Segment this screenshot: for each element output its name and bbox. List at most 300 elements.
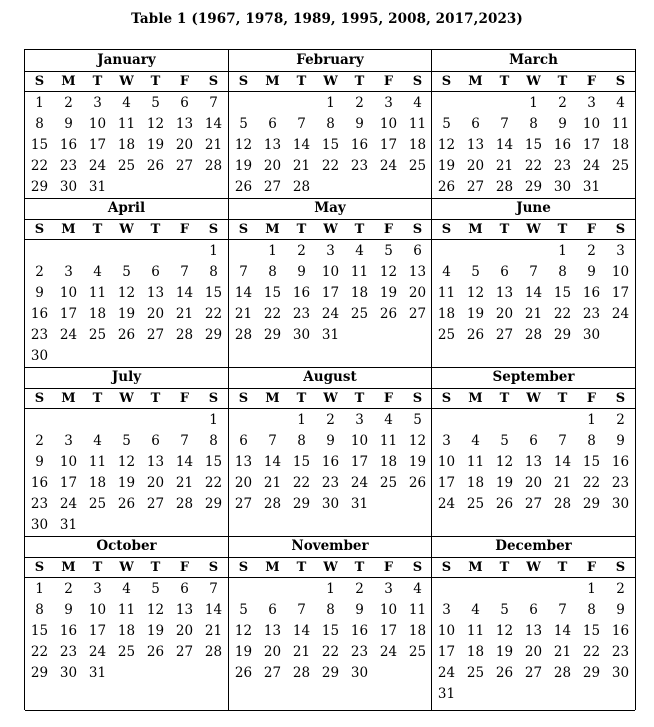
day-cell: 21 (292, 644, 311, 660)
day-cell: 24 (437, 496, 456, 512)
day-cell: 17 (437, 475, 456, 491)
weekday-header (432, 71, 635, 92)
day-cell: 9 (616, 433, 625, 449)
weekday-label: S (412, 74, 423, 89)
weekday-label: T (499, 391, 510, 406)
weekday-label: M (468, 391, 483, 406)
day-cell: 28 (292, 179, 311, 195)
day-cell: 14 (495, 137, 514, 153)
day-cell: 22 (30, 158, 49, 174)
day-cell: 3 (355, 412, 364, 428)
day-cell: 20 (408, 285, 427, 301)
day-cell: 17 (379, 623, 398, 639)
day-cell: 25 (88, 327, 107, 343)
day-cell: 22 (30, 644, 49, 660)
day-cell: 8 (35, 116, 44, 132)
day-cell: 28 (175, 327, 194, 343)
day-cell: 13 (495, 285, 514, 301)
day-cell: 11 (466, 623, 485, 639)
day-cell: 29 (292, 496, 311, 512)
day-cell: 24 (88, 158, 107, 174)
weekday-label: S (441, 74, 452, 89)
day-cell: 22 (524, 158, 543, 174)
day-cell: 19 (408, 454, 427, 470)
day-cell: 2 (64, 95, 73, 111)
weekday-label: T (296, 222, 307, 237)
day-cell: 13 (524, 623, 543, 639)
day-cell: 16 (292, 285, 311, 301)
weekday-header (432, 388, 635, 409)
day-cell: 5 (384, 243, 393, 259)
day-cell: 3 (442, 602, 451, 618)
row-divider (25, 367, 635, 368)
day-cell: 6 (471, 116, 480, 132)
day-cell: 8 (587, 602, 596, 618)
day-cell: 29 (30, 665, 49, 681)
day-cell: 1 (326, 581, 335, 597)
day-cell: 4 (355, 243, 364, 259)
day-cell: 3 (384, 95, 393, 111)
day-cell: 1 (35, 95, 44, 111)
day-cell: 22 (292, 475, 311, 491)
day-cell: 30 (611, 665, 630, 681)
month-february (228, 50, 431, 198)
day-cell: 11 (466, 454, 485, 470)
day-cell: 1 (297, 412, 306, 428)
day-cell: 5 (151, 581, 160, 597)
day-cell: 26 (234, 665, 253, 681)
day-cell: 9 (326, 433, 335, 449)
day-cell: 12 (146, 116, 165, 132)
month-december (431, 536, 635, 710)
day-cell: 16 (59, 623, 78, 639)
day-cell: 24 (611, 306, 630, 322)
day-cell: 25 (408, 644, 427, 660)
day-cell: 7 (180, 264, 189, 280)
day-cell: 29 (582, 496, 601, 512)
day-cell: 16 (350, 137, 369, 153)
weekday-label: S (238, 222, 249, 237)
day-cell: 24 (350, 475, 369, 491)
day-cell: 28 (292, 665, 311, 681)
day-cell: 23 (611, 644, 630, 660)
day-cell: 13 (146, 454, 165, 470)
weekday-label: S (615, 391, 626, 406)
day-cell: 11 (611, 116, 630, 132)
weekday-header (25, 557, 228, 578)
day-cell: 30 (350, 665, 369, 681)
weekday-label: T (296, 560, 307, 575)
weekday-label: M (61, 74, 76, 89)
weekday-label: T (354, 560, 365, 575)
day-cell: 5 (122, 433, 131, 449)
day-cell: 8 (297, 433, 306, 449)
day-cell: 8 (209, 264, 218, 280)
day-cell: 8 (558, 264, 567, 280)
day-cell: 11 (117, 602, 136, 618)
day-cell: 13 (466, 137, 485, 153)
day-cell: 15 (204, 454, 223, 470)
weekday-label: W (323, 222, 338, 237)
weekday-header (25, 388, 228, 409)
day-cell: 13 (408, 264, 427, 280)
weekday-header (229, 71, 431, 92)
weekday-label: S (441, 222, 452, 237)
weekday-label: W (323, 560, 338, 575)
day-cell: 16 (59, 137, 78, 153)
day-cell: 9 (35, 454, 44, 470)
weekday-label: W (323, 74, 338, 89)
day-cell: 17 (59, 475, 78, 491)
weekday-label: T (557, 74, 568, 89)
day-cell: 2 (64, 581, 73, 597)
day-cell: 6 (413, 243, 422, 259)
day-cell: 12 (234, 137, 253, 153)
day-cell: 3 (616, 243, 625, 259)
day-cell: 10 (582, 116, 601, 132)
weekday-label: T (354, 74, 365, 89)
day-cell: 7 (239, 264, 248, 280)
day-cell: 4 (413, 95, 422, 111)
day-cell: 24 (59, 496, 78, 512)
day-cell: 21 (204, 623, 223, 639)
day-cell: 15 (321, 623, 340, 639)
weekday-label: S (34, 560, 45, 575)
month-january (25, 50, 228, 198)
day-cell: 30 (321, 496, 340, 512)
day-cell: 11 (379, 433, 398, 449)
day-cell: 14 (524, 285, 543, 301)
day-cell: 24 (321, 306, 340, 322)
day-cell: 24 (59, 327, 78, 343)
day-cell: 15 (204, 285, 223, 301)
weekday-label: F (383, 560, 394, 575)
day-cell: 16 (350, 623, 369, 639)
day-cell: 7 (297, 116, 306, 132)
day-cell: 15 (524, 137, 543, 153)
day-cell: 28 (204, 644, 223, 660)
day-cell: 6 (268, 602, 277, 618)
day-cell: 7 (558, 433, 567, 449)
day-cell: 17 (582, 137, 601, 153)
month-july (25, 367, 228, 536)
table-title: Table 1 (1967, 1978, 1989, 1995, 2008, 2017,2023) (131, 11, 523, 27)
day-cell: 16 (30, 475, 49, 491)
weekday-label: T (354, 391, 365, 406)
day-cell: 19 (437, 158, 456, 174)
day-cell: 21 (204, 137, 223, 153)
weekday-label: T (557, 391, 568, 406)
day-cell: 25 (88, 496, 107, 512)
day-cell: 2 (616, 581, 625, 597)
day-cell: 21 (495, 158, 514, 174)
day-cell: 12 (234, 623, 253, 639)
day-cell: 20 (466, 158, 485, 174)
weekday-label: S (238, 74, 249, 89)
day-cell: 28 (175, 496, 194, 512)
day-cell: 18 (88, 475, 107, 491)
day-cell: 9 (355, 602, 364, 618)
day-cell: 4 (413, 581, 422, 597)
day-cell: 21 (292, 158, 311, 174)
day-cell: 28 (495, 179, 514, 195)
day-cell: 19 (234, 158, 253, 174)
day-cell: 10 (437, 623, 456, 639)
day-cell: 14 (234, 285, 253, 301)
day-cell: 18 (117, 137, 136, 153)
day-cell: 22 (582, 644, 601, 660)
weekday-label: F (383, 222, 394, 237)
day-cell: 11 (408, 116, 427, 132)
day-cell: 12 (117, 285, 136, 301)
day-cell: 19 (146, 137, 165, 153)
day-cell: 18 (408, 623, 427, 639)
weekday-label: M (265, 222, 280, 237)
day-cell: 30 (292, 327, 311, 343)
day-cell: 5 (442, 116, 451, 132)
weekday-label: T (92, 560, 103, 575)
day-cell: 8 (326, 602, 335, 618)
day-cell: 6 (180, 581, 189, 597)
day-cell: 15 (30, 623, 49, 639)
weekday-label: S (441, 391, 452, 406)
day-cell: 18 (379, 454, 398, 470)
day-cell: 17 (437, 644, 456, 660)
weekday-label: S (441, 560, 452, 575)
day-cell: 1 (209, 412, 218, 428)
day-cell: 2 (297, 243, 306, 259)
day-cell: 3 (64, 433, 73, 449)
day-cell: 7 (529, 264, 538, 280)
day-cell: 22 (263, 306, 282, 322)
weekday-label: M (61, 222, 76, 237)
day-cell: 20 (263, 158, 282, 174)
day-cell: 3 (93, 581, 102, 597)
weekday-label: M (468, 222, 483, 237)
day-cell: 21 (553, 644, 572, 660)
weekday-header (25, 219, 228, 240)
day-cell: 27 (146, 496, 165, 512)
weekday-label: W (526, 560, 541, 575)
day-cell: 14 (175, 454, 194, 470)
month-march (431, 50, 635, 198)
day-cell: 4 (122, 95, 131, 111)
day-cell: 26 (146, 158, 165, 174)
day-cell: 3 (442, 433, 451, 449)
day-cell: 13 (263, 623, 282, 639)
day-cell: 22 (321, 644, 340, 660)
day-cell: 31 (88, 665, 107, 681)
day-cell: 29 (553, 327, 572, 343)
weekday-label: F (586, 74, 597, 89)
day-cell: 23 (350, 644, 369, 660)
weekday-label: T (92, 391, 103, 406)
weekday-header (229, 388, 431, 409)
weekday-label: T (150, 391, 161, 406)
day-cell: 30 (611, 496, 630, 512)
day-cell: 17 (379, 137, 398, 153)
day-cell: 7 (209, 95, 218, 111)
day-cell: 13 (524, 454, 543, 470)
day-cell: 26 (117, 327, 136, 343)
day-cell: 14 (292, 137, 311, 153)
day-cell: 1 (529, 95, 538, 111)
day-cell: 8 (326, 116, 335, 132)
day-cell: 2 (616, 412, 625, 428)
weekday-label: M (265, 560, 280, 575)
day-cell: 29 (524, 179, 543, 195)
day-cell: 9 (587, 264, 596, 280)
day-cell: 15 (553, 285, 572, 301)
day-cell: 21 (234, 306, 253, 322)
weekday-label: S (412, 560, 423, 575)
day-cell: 10 (379, 602, 398, 618)
month-june (431, 198, 635, 367)
month-name: November (291, 538, 369, 554)
day-cell: 7 (297, 602, 306, 618)
day-cell: 20 (234, 475, 253, 491)
weekday-header (229, 557, 431, 578)
day-cell: 11 (350, 264, 369, 280)
month-name: December (495, 538, 572, 554)
day-cell: 10 (59, 285, 78, 301)
day-cell: 12 (117, 454, 136, 470)
weekday-label: S (208, 560, 219, 575)
day-cell: 9 (64, 116, 73, 132)
weekday-label: F (179, 391, 190, 406)
weekday-header (432, 557, 635, 578)
day-cell: 5 (413, 412, 422, 428)
month-name: July (111, 369, 142, 385)
weekday-label: S (208, 74, 219, 89)
day-cell: 20 (263, 644, 282, 660)
weekday-label: F (383, 391, 394, 406)
day-cell: 9 (616, 602, 625, 618)
day-cell: 31 (582, 179, 601, 195)
day-cell: 15 (321, 137, 340, 153)
day-cell: 20 (524, 475, 543, 491)
day-cell: 18 (117, 623, 136, 639)
day-cell: 27 (234, 496, 253, 512)
day-cell: 21 (175, 475, 194, 491)
day-cell: 10 (88, 116, 107, 132)
day-cell: 3 (326, 243, 335, 259)
day-cell: 1 (587, 581, 596, 597)
day-cell: 21 (524, 306, 543, 322)
day-cell: 5 (500, 433, 509, 449)
weekday-header (25, 71, 228, 92)
day-cell: 24 (88, 644, 107, 660)
day-cell: 25 (466, 496, 485, 512)
day-cell: 10 (59, 454, 78, 470)
weekday-label: S (615, 74, 626, 89)
day-cell: 29 (582, 665, 601, 681)
day-cell: 25 (437, 327, 456, 343)
day-cell: 21 (263, 475, 282, 491)
weekday-label: F (586, 222, 597, 237)
day-cell: 25 (466, 665, 485, 681)
month-may (228, 198, 431, 367)
day-cell: 24 (437, 665, 456, 681)
day-cell: 17 (88, 623, 107, 639)
day-cell: 15 (263, 285, 282, 301)
month-name: January (97, 52, 156, 68)
day-cell: 5 (471, 264, 480, 280)
day-cell: 23 (30, 327, 49, 343)
day-cell: 29 (321, 665, 340, 681)
day-cell: 4 (471, 433, 480, 449)
day-cell: 17 (59, 306, 78, 322)
day-cell: 13 (234, 454, 253, 470)
month-name: September (492, 369, 575, 385)
row-divider (25, 198, 635, 199)
weekday-label: W (526, 74, 541, 89)
day-cell: 19 (117, 475, 136, 491)
day-cell: 18 (437, 306, 456, 322)
day-cell: 4 (471, 602, 480, 618)
day-cell: 10 (321, 264, 340, 280)
weekday-label: S (34, 222, 45, 237)
day-cell: 29 (204, 496, 223, 512)
day-cell: 18 (88, 306, 107, 322)
day-cell: 10 (611, 264, 630, 280)
day-cell: 2 (35, 433, 44, 449)
day-cell: 25 (611, 158, 630, 174)
day-cell: 3 (64, 264, 73, 280)
day-cell: 12 (146, 602, 165, 618)
weekday-label: T (92, 74, 103, 89)
day-cell: 19 (117, 306, 136, 322)
day-cell: 24 (582, 158, 601, 174)
weekday-label: W (526, 391, 541, 406)
day-cell: 31 (321, 327, 340, 343)
day-cell: 31 (88, 179, 107, 195)
day-cell: 4 (93, 433, 102, 449)
day-cell: 19 (466, 306, 485, 322)
day-cell: 11 (408, 602, 427, 618)
day-cell: 14 (553, 454, 572, 470)
day-cell: 26 (495, 665, 514, 681)
month-november (228, 536, 431, 710)
weekday-label: T (150, 74, 161, 89)
day-cell: 30 (59, 179, 78, 195)
day-cell: 28 (553, 665, 572, 681)
day-cell: 29 (30, 179, 49, 195)
day-cell: 3 (384, 581, 393, 597)
weekday-label: W (323, 391, 338, 406)
day-cell: 8 (35, 602, 44, 618)
day-cell: 27 (466, 179, 485, 195)
weekday-label: T (296, 74, 307, 89)
day-cell: 26 (146, 644, 165, 660)
weekday-label: S (238, 560, 249, 575)
day-cell: 3 (93, 95, 102, 111)
day-cell: 27 (408, 306, 427, 322)
day-cell: 26 (466, 327, 485, 343)
day-cell: 27 (263, 179, 282, 195)
day-cell: 9 (35, 285, 44, 301)
weekday-label: F (179, 74, 190, 89)
day-cell: 18 (350, 285, 369, 301)
weekday-label: M (468, 74, 483, 89)
day-cell: 4 (122, 581, 131, 597)
day-cell: 23 (59, 644, 78, 660)
weekday-header (432, 219, 635, 240)
day-cell: 31 (59, 517, 78, 533)
row-divider (25, 536, 635, 537)
day-cell: 6 (529, 433, 538, 449)
weekday-label: S (615, 560, 626, 575)
